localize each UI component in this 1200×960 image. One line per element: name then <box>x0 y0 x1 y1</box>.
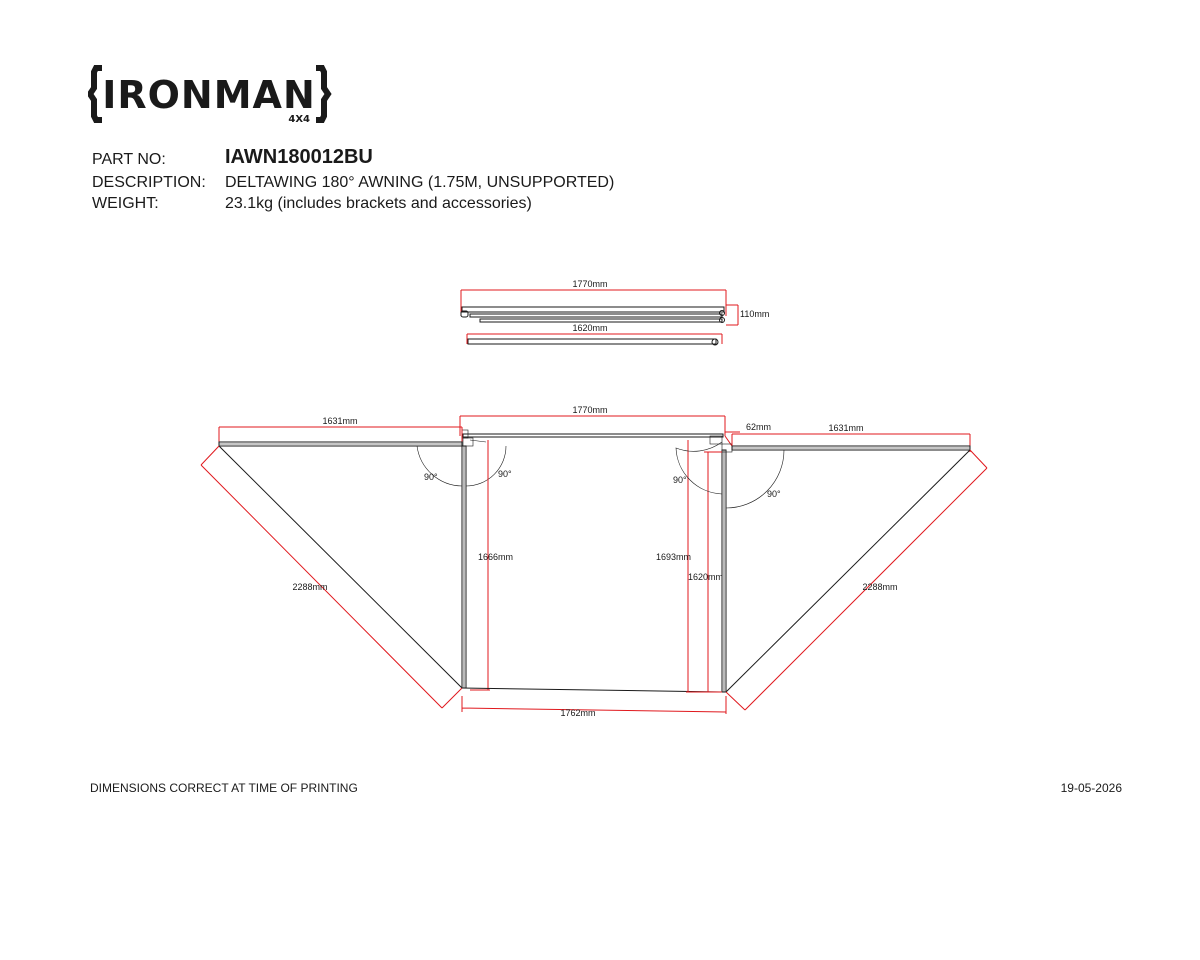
dim-left-depth: 1666mm <box>478 552 514 562</box>
folded-view <box>461 279 769 345</box>
description-value: DELTAWING 180° AWNING (1.75M, UNSUPPORTED) <box>225 174 615 191</box>
angle-left-outer: 90° <box>424 472 438 482</box>
dim-right-pole: 1620mm <box>688 572 724 582</box>
dim-right-diagonal: 2288mm <box>862 582 898 592</box>
dim-top-length: 1770mm <box>572 279 608 289</box>
dim-right-depth: 1693mm <box>656 552 692 562</box>
plan-view <box>201 405 987 718</box>
weight-value: 23.1kg (includes brackets and accessories) <box>225 195 532 212</box>
dim-bottom-width: 1762mm <box>560 708 596 718</box>
dim-top-pole: 1620mm <box>572 323 608 333</box>
dim-left-diagonal: 2288mm <box>292 582 328 592</box>
svg-text:IRONMAN: IRONMAN <box>102 73 316 117</box>
dim-top-height: 110mm <box>740 309 770 319</box>
angle-right-outer: 90° <box>767 489 781 499</box>
svg-text:4X4: 4X4 <box>288 114 310 125</box>
dim-left-arm: 1631mm <box>322 416 358 426</box>
part-no-value: IAWN180012BU <box>225 146 373 168</box>
dim-plan-top: 1770mm <box>572 405 608 415</box>
footer-date: 19-05-2026 <box>1060 781 1122 795</box>
dim-offset: 62mm <box>746 422 772 432</box>
part-no-label: PART NO: <box>92 151 166 168</box>
footer-note: DIMENSIONS CORRECT AT TIME OF PRINTING <box>90 781 358 795</box>
weight-label: WEIGHT: <box>92 195 159 212</box>
description-label: DESCRIPTION: <box>92 174 206 191</box>
dim-right-arm: 1631mm <box>828 423 864 433</box>
angle-left-inner: 90° <box>498 469 512 479</box>
angle-right-inner: 90° <box>673 475 687 485</box>
